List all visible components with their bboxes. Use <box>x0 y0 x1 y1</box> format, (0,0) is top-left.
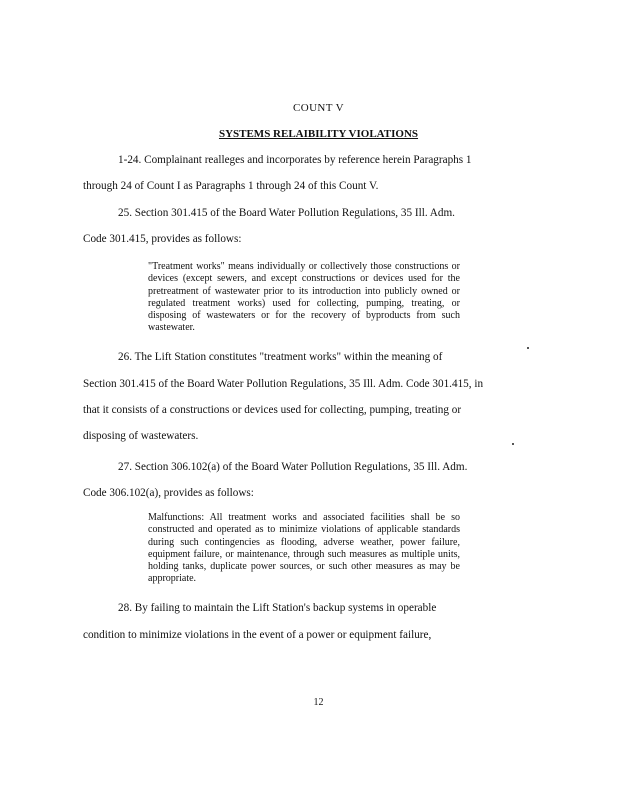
page-number: 12 <box>313 697 324 708</box>
scan-speck <box>527 347 529 349</box>
paragraph-26-line-4: disposing of wastewaters. <box>83 430 199 442</box>
paragraph-26-line-3: that it consists of a constructions or devices used for collecting, pumping, treating or <box>83 404 462 416</box>
paragraph-1-24-line-2: through 24 of Count I as Paragraphs 1 through 24 of this Count V. <box>83 180 379 192</box>
scan-speck <box>512 443 514 445</box>
block-quote-treatment-works: "Treatment works" means individually or collectively those constructions or devices (except sewers, and except constructions or devices used for the pretreatment of wastewater prior to its introduction into publicly owned or regulated treatment works) used for collecting, pumping, treating, or disposing of wastewaters or for the recovery of byproducts from such wastewater. <box>148 261 460 334</box>
paragraph-25-line-2: Code 301.415, provides as follows: <box>83 233 242 245</box>
paragraph-27-line-2: Code 306.102(a), provides as follows: <box>83 487 254 499</box>
paragraph-1-24-line-1: 1-24. Complainant realleges and incorporates by reference herein Paragraphs 1 <box>118 154 472 166</box>
block-quote-malfunctions: Malfunctions: All treatment works and associated facilities shall be so constructed and operated as to minimize violations of applicable standards during such contingencies as flooding, adverse weather, power failure, equipment failure, or maintenance, through such measures as multiple units, holding tanks, duplicate power sources, or such other measures as may be appropriate. <box>148 512 460 585</box>
paragraph-28-line-1: 28. By failing to maintain the Lift Station's backup systems in operable <box>118 602 437 614</box>
paragraph-26-line-1: 26. The Lift Station constitutes "treatment works" within the meaning of <box>118 351 443 363</box>
paragraph-27-line-1: 27. Section 306.102(a) of the Board Water Pollution Regulations, 35 Ill. Adm. <box>118 461 468 473</box>
count-heading: COUNT V <box>293 102 344 114</box>
paragraph-26-line-2: Section 301.415 of the Board Water Pollution Regulations, 35 Ill. Adm. Code 301.415, in <box>83 378 484 390</box>
paragraph-25-line-1: 25. Section 301.415 of the Board Water Pollution Regulations, 35 Ill. Adm. <box>118 207 455 219</box>
section-heading: SYSTEMS RELAIBILITY VIOLATIONS <box>218 128 419 140</box>
paragraph-28-line-2: condition to minimize violations in the event of a power or equipment failure, <box>83 629 432 641</box>
